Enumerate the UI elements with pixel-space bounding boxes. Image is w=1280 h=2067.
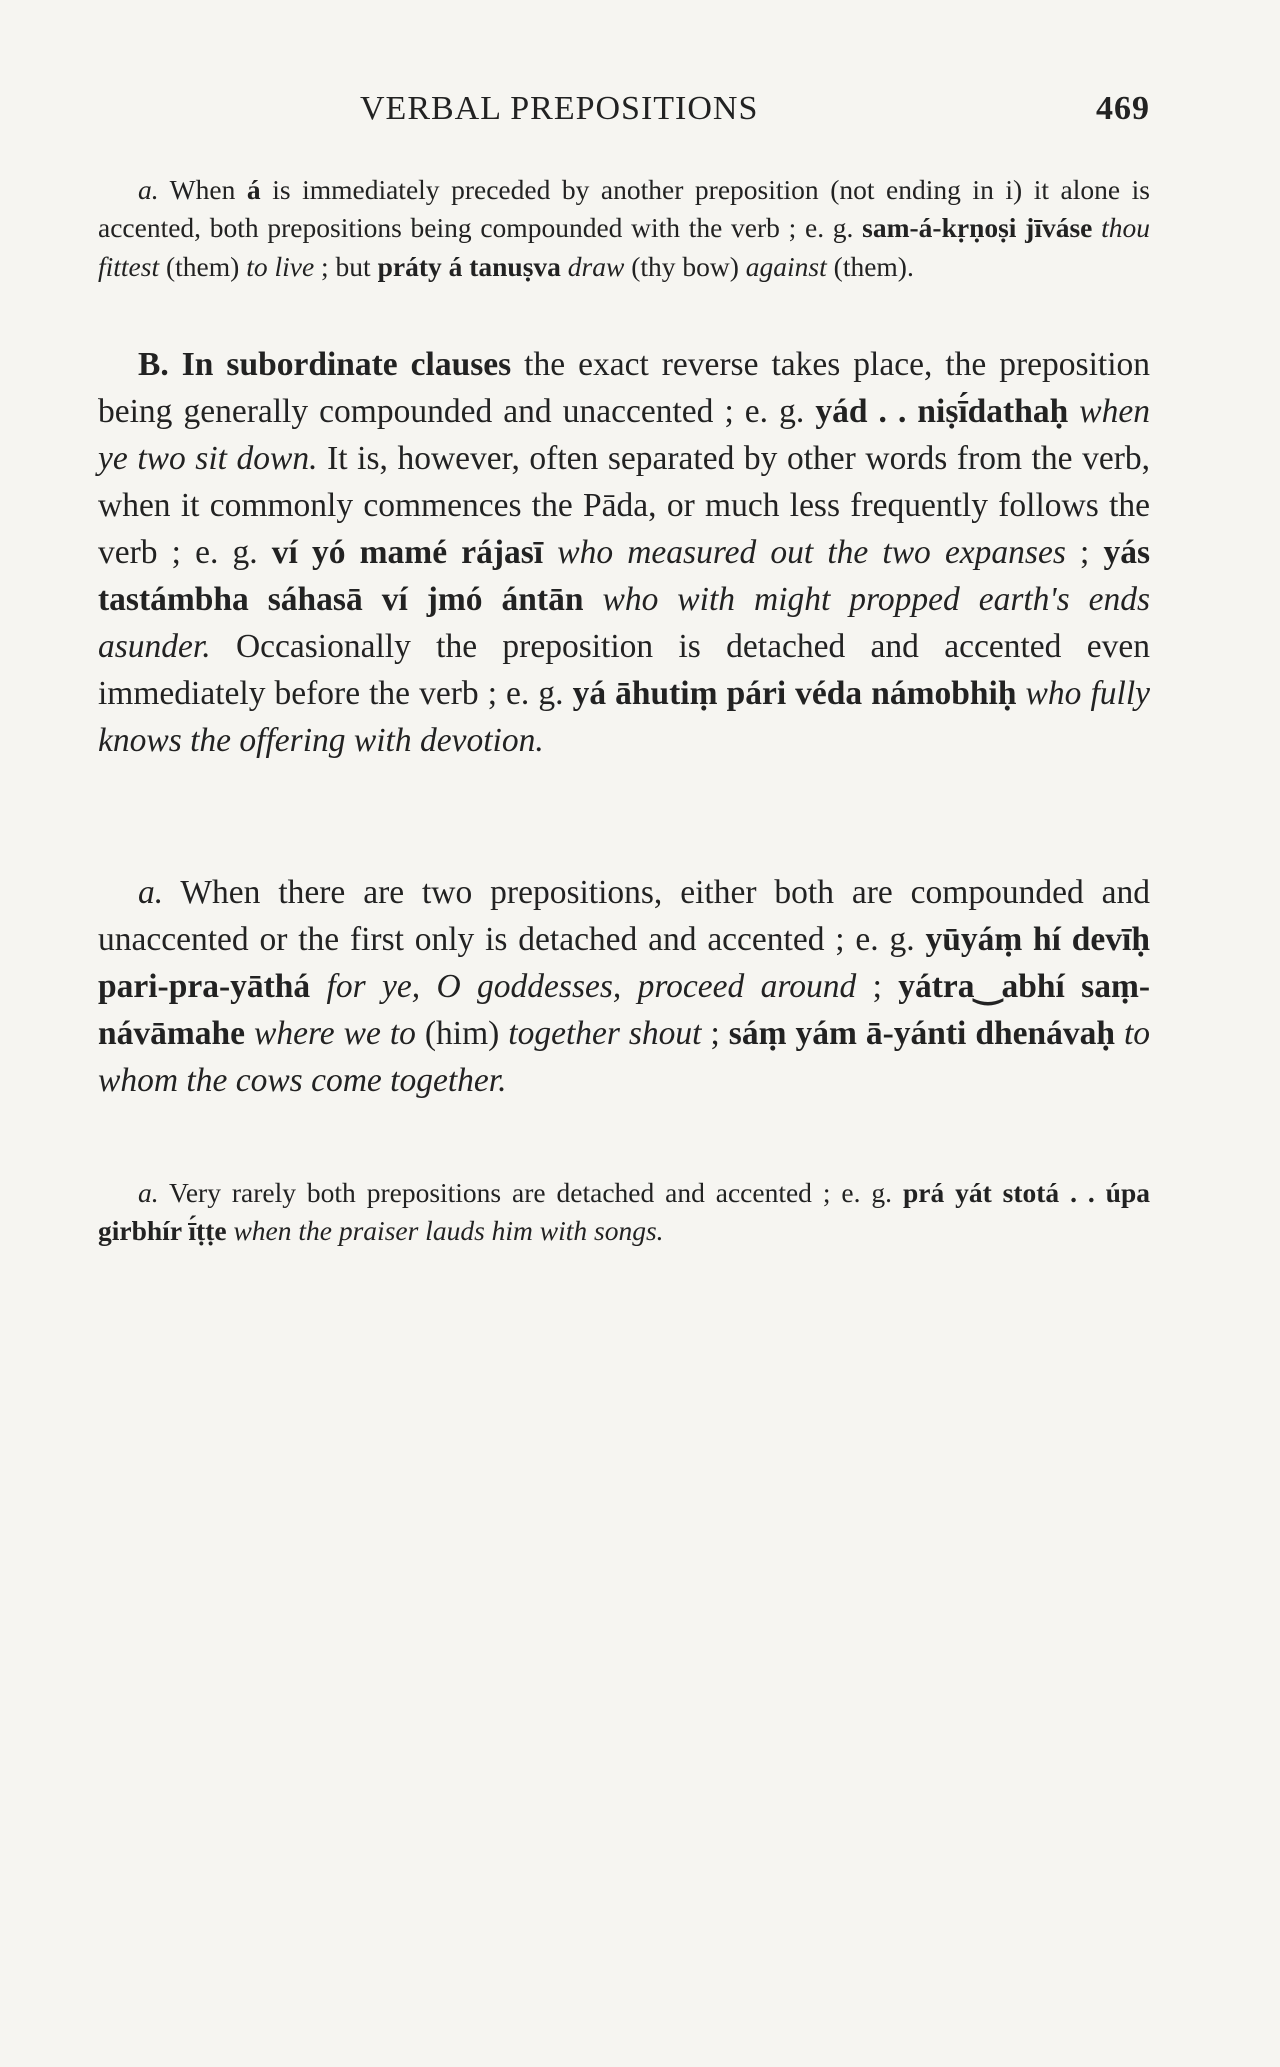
page-number: 469 [1096,90,1150,127]
text-run: Very rarely both prepositions are detached and accented ; e. g. [158,1177,903,1208]
sanskrit-term: yád . . niṣī́dathaḥ [815,393,1069,430]
sanskrit-term: sam-á-kṛṇoṣi jīváse [862,212,1093,244]
text-run: When there are two prepositions, either both are compounded and unaccented or the first only is detached and accented ; e. g. [98,874,1150,958]
italic-text: together shout [508,1015,702,1052]
italic-text: draw [567,250,625,282]
italic-text: thou fittest [98,212,1151,282]
section-b-subordinate-clauses [98,341,1150,764]
sanskrit-term: práty á tanuṣva [377,250,561,282]
note-a-when-a-preceded [98,171,1150,286]
text-run [1016,675,1025,712]
sanskrit-term: yátra‿abhí saṃ-návāmahe [98,968,1151,1052]
sanskrit-term: yūyáṃ hí devīḥ pari-pra-yāthá [98,921,1150,1005]
sanskrit-term: prá yát stotá . . úpa girbhír ī́ṭṭe [98,1177,1151,1247]
text-run: ; [1065,534,1104,571]
italic-text: to whom the cows come together. [98,1015,1151,1099]
note-a-very-rarely [98,1174,1150,1251]
text-run: (thy bow) [624,250,746,282]
italic-text: to live [246,250,315,282]
text-run: is immediately preceded by another preposition (not ending in i) it alone is accented, both prepositions being compounded with the verb ; e. g. [98,174,1150,244]
text-run [1092,212,1101,243]
sanskrit-term: B. [138,346,169,383]
italic-text: where we to [254,1015,416,1052]
text-run: ; [701,1015,729,1052]
sanskrit-term: In subordinate clauses [181,346,512,383]
italic-text: when ye two sit down. [98,393,1151,477]
text-run [1115,1015,1124,1052]
italic-text: who with might propped earth's ends asunder. [98,581,1151,665]
text-run: (them) [159,250,247,282]
text-run [310,968,326,1005]
sanskrit-term: yá āhutiṃ pári véda námobhiḥ [572,675,1017,712]
paragraph-a-two-prepositions [98,869,1150,1104]
italic-text: who measured out the two expanses [557,534,1066,571]
text-run [543,534,557,571]
text-run [583,581,602,618]
italic-text: who fully knows the offering with devotion. [98,675,1150,759]
text-run [245,1015,254,1052]
text-run: When [158,174,247,205]
text-run: ; but [314,250,378,282]
italic-text: a. [138,174,159,205]
text-run: It is, however, often separated by other words from the verb, when it commonly commences the Pāda, or much less frequently follows the verb ; e. g. [98,440,1150,571]
text-run [561,251,568,282]
text-run: (him) [415,1015,509,1052]
sanskrit-term: ví yó mamé rájasī [271,534,544,571]
italic-text: when the praiser lauds him with songs. [233,1215,664,1247]
italic-text: a. [138,1177,159,1208]
italic-text: a. [138,874,164,911]
sanskrit-term: á [246,174,261,205]
italic-text: for ye, O goddesses, proceed around [326,968,857,1005]
text-run: (them). [826,250,914,282]
sanskrit-term: sáṃ yám ā-yánti dhenávaḥ [728,1015,1115,1052]
text-run: Occasionally the preposition is detached and accented even immediately before the verb ; e. g. [98,628,1150,712]
text-run: the exact reverse takes place, the preposition being generally compounded and unaccented ; e. g. [98,346,1150,430]
text-run [169,346,182,383]
sanskrit-term: yás tastámbha sáhasā ví jmó ántān [98,534,1151,618]
italic-text: against [745,250,827,282]
text-run: ; [856,968,899,1005]
running-title: VERBAL PREPOSITIONS [360,90,759,127]
text-run [1068,393,1079,430]
